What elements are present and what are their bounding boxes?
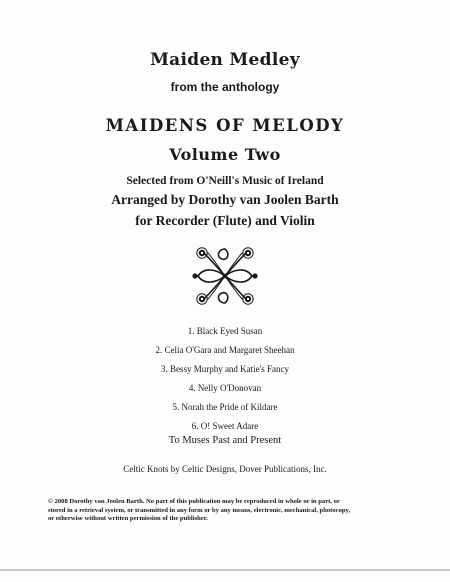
list-item: 6. O! Sweet Adare	[191, 421, 259, 431]
copyright-notice	[48, 498, 408, 524]
list-item: 2. Celia O'Gara and Margaret Sheehan	[155, 345, 295, 355]
tune-list	[0, 322, 450, 436]
piece-subtitle: from the anthology	[170, 80, 280, 94]
dedication: To Muses Past and Present	[168, 435, 282, 446]
copyright-line: or otherwise without written permission of the publisher.	[48, 515, 208, 523]
source-line: Selected from O'Neill's Music of Ireland	[126, 175, 324, 187]
arranger-line: Arranged by Dorothy van Joolen Barth	[111, 192, 339, 207]
list-item: 4. Nelly O'Donovan	[188, 383, 262, 393]
copyright-line: © 2008 Dorothy van Joolen Barth. No part of this publication may be reproduced in whole or in part, or	[48, 498, 340, 505]
list-item: 5. Norah the Pride of Kildare	[172, 402, 278, 412]
volume-label: Volume Two	[169, 145, 281, 164]
anthology-title: MAIDENS OF MELODY	[105, 116, 345, 135]
piece-title: Maiden Medley	[150, 50, 300, 70]
scan-edge-line	[0, 569, 450, 571]
celtic-knot-icon	[190, 243, 260, 309]
copyright-line: stored in a retrieval system, or transmitted in any form or by any means, electronic, mechanical, photocopy,	[48, 506, 351, 514]
instrumentation-line: for Recorder (Flute) and Violin	[135, 213, 315, 228]
list-item: 1. Black Eyed Susan	[187, 326, 263, 336]
knot-credit: Celtic Knots by Celtic Designs, Dover Publications, Inc.	[123, 464, 327, 474]
list-item: 3. Bessy Murphy and Katie's Fancy	[160, 364, 290, 374]
